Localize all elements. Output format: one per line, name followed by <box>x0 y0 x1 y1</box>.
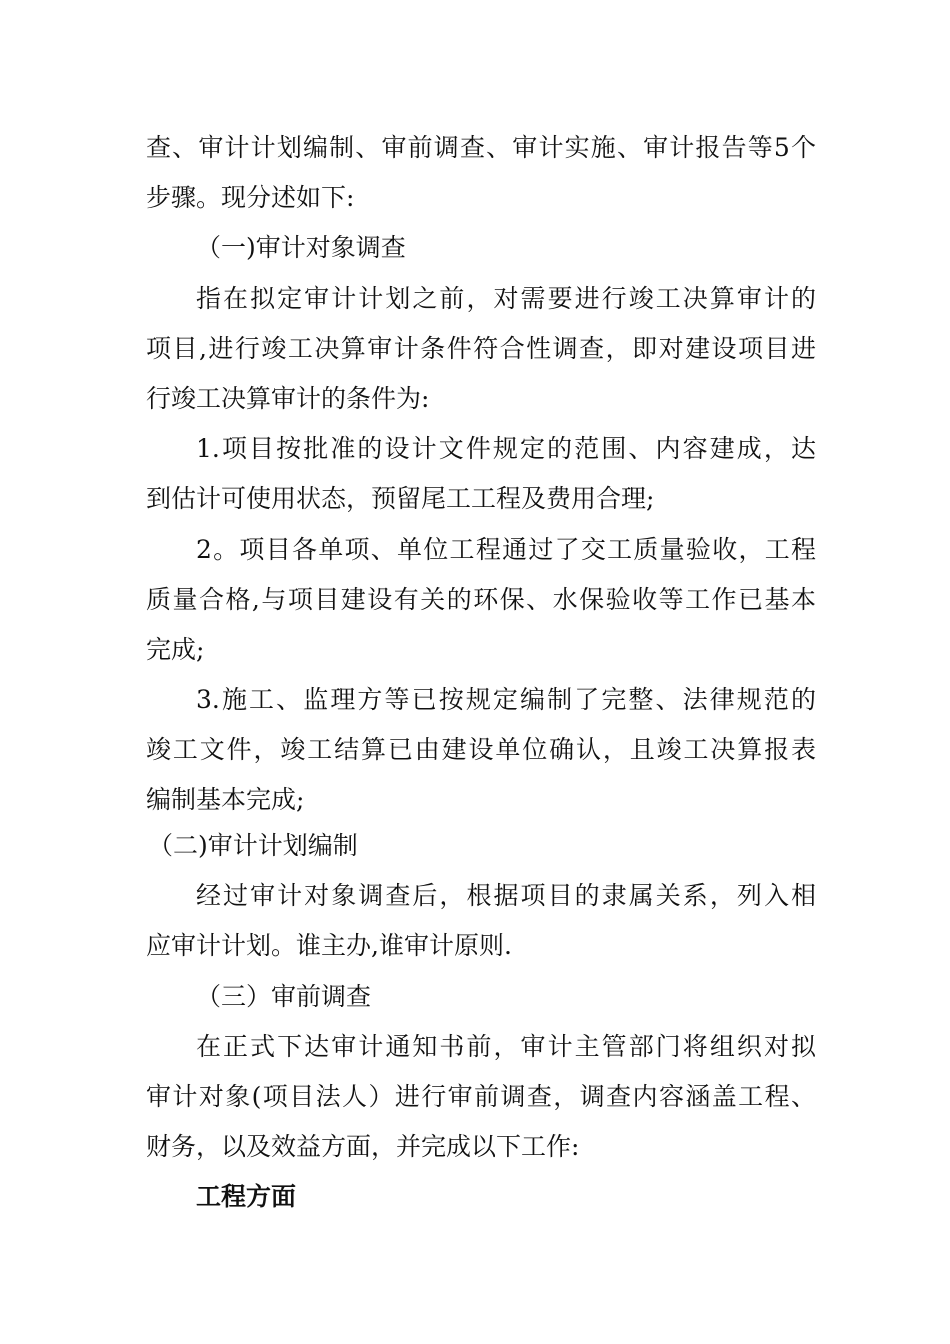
section-heading-1: （一)审计对象调查 <box>196 233 406 262</box>
paragraph-line: 经过审计对象调查后，根据项目的隶属关系，列入相 <box>196 881 816 910</box>
paragraph-line: 指在拟定审计计划之前，对需要进行竣工决算审计的 <box>196 284 816 313</box>
subheading-engineering: 工程方面 <box>196 1182 297 1211</box>
list-item-1: 1.项目按批准的设计文件规定的范围、内容建成，达 <box>196 434 816 463</box>
paragraph-line: 编制基本完成; <box>146 785 305 814</box>
section-heading-3: （三）审前调查 <box>196 982 372 1011</box>
paragraph-line: 行竣工决算审计的条件为: <box>146 384 430 413</box>
paragraph-line: 审计对象(项目法人）进行审前调查，调查内容涵盖工程、 <box>146 1082 816 1111</box>
section-heading-2: （二)审计计划编制 <box>148 831 358 860</box>
paragraph-line: 完成; <box>146 635 205 664</box>
list-item-2: 2。项目各单项、单位工程通过了交工质量验收，工程 <box>196 535 816 564</box>
paragraph-line: 步骤。现分述如下: <box>146 183 355 212</box>
paragraph-line: 应审计计划。谁主办,谁审计原则. <box>146 931 512 960</box>
paragraph-line: 到估计可使用状态，预留尾工工程及费用合理; <box>146 484 655 513</box>
paragraph-line: 竣工文件，竣工结算已由建设单位确认，且竣工决算报表 <box>146 735 816 764</box>
paragraph-line: 在正式下达审计通知书前，审计主管部门将组织对拟 <box>196 1032 816 1061</box>
paragraph-line: 质量合格,与项目建设有关的环保、水保验收等工作已基本 <box>146 585 816 614</box>
paragraph-line: 项目,进行竣工决算审计条件符合性调查，即对建设项目进 <box>146 334 816 363</box>
paragraph-line: 财务，以及效益方面，并完成以下工作: <box>146 1132 580 1161</box>
paragraph-line: 查、审计计划编制、审前调查、审计实施、审计报告等5个 <box>146 133 816 162</box>
list-item-3: 3.施工、监理方等已按规定编制了完整、法律规范的 <box>196 685 816 714</box>
